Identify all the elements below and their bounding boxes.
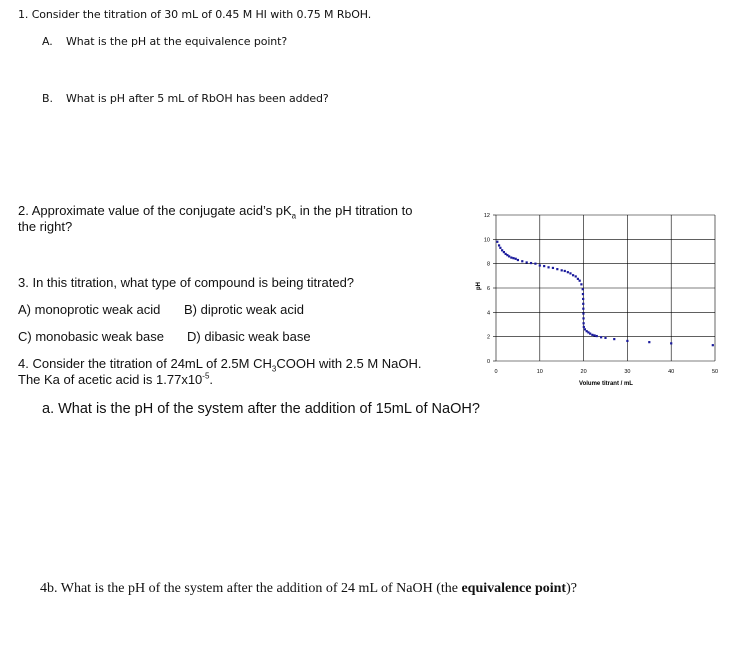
data-point xyxy=(583,326,585,328)
y-tick-label: 2 xyxy=(486,334,490,341)
data-point xyxy=(547,266,549,268)
q2-line1-before: 2. Approximate value of the conjugate acid’s pK xyxy=(18,203,292,218)
data-point xyxy=(569,272,571,274)
data-point xyxy=(670,342,672,344)
data-point xyxy=(582,303,584,305)
q4-sup-exp: -5 xyxy=(202,371,210,381)
data-point xyxy=(496,241,498,243)
q4-sub-3: 3 xyxy=(271,364,277,374)
data-point xyxy=(515,258,517,260)
data-point xyxy=(582,288,584,290)
data-point xyxy=(582,293,584,295)
data-point xyxy=(526,261,528,263)
data-point xyxy=(582,312,584,314)
data-point xyxy=(582,317,584,319)
data-point xyxy=(517,259,519,261)
data-point xyxy=(626,340,628,342)
q4b-bold: equivalence point xyxy=(461,581,567,596)
data-point xyxy=(564,270,566,272)
data-point xyxy=(613,338,615,340)
data-point xyxy=(498,244,500,246)
data-point xyxy=(575,275,577,277)
q1-title: 1. Consider the titration of 30 mL of 0.45 M HI with 0.75 M RbOH. xyxy=(18,8,372,21)
chart-ylabel: pH xyxy=(476,282,482,290)
data-point xyxy=(596,335,598,337)
chart-xlabel: Volume titrant / mL xyxy=(579,381,633,387)
q1-part-a xyxy=(42,34,287,50)
data-point xyxy=(582,308,584,310)
q2-sub-a: a xyxy=(291,211,297,221)
x-tick-label: 10 xyxy=(536,369,543,375)
data-point xyxy=(561,269,563,271)
x-tick-label: 0 xyxy=(494,369,498,375)
data-point xyxy=(512,257,514,259)
q4-line2 xyxy=(18,372,213,388)
x-tick-label: 20 xyxy=(580,369,587,375)
data-point xyxy=(591,334,593,336)
q2-line1 xyxy=(18,203,412,219)
data-point xyxy=(510,256,512,258)
y-tick-label: 10 xyxy=(483,237,490,244)
q4-line2-after: . xyxy=(209,372,214,387)
data-point xyxy=(499,247,501,249)
chart-grid xyxy=(493,215,715,361)
data-point xyxy=(580,283,582,285)
data-point xyxy=(582,298,584,300)
q4-part-b xyxy=(40,581,577,597)
data-point xyxy=(552,267,554,269)
x-tick-label: 40 xyxy=(668,369,675,375)
q4b-before: 4b. What is the pH of the system after the addition of 24 mL of NaOH (the xyxy=(40,581,462,596)
data-point xyxy=(543,265,545,267)
q1-a-text: What is the pH at the equivalence point? xyxy=(66,35,288,48)
data-point xyxy=(600,336,602,338)
y-tick-label: 12 xyxy=(483,213,490,219)
q3-option-c: C) monobasic weak base xyxy=(18,329,164,344)
data-point xyxy=(589,333,591,335)
q1-b-text: What is pH after 5 mL of RbOH has been added? xyxy=(66,92,329,105)
data-point xyxy=(604,337,606,339)
q3-question: 3. In this titration, what type of compound is being titrated? xyxy=(18,275,355,290)
chart-points xyxy=(496,241,714,347)
x-tick-label: 50 xyxy=(711,369,719,375)
q1-b-label: B. xyxy=(42,92,53,105)
data-point xyxy=(521,260,523,262)
q4b-after: )? xyxy=(566,581,577,596)
q2-line2: the right? xyxy=(18,219,73,234)
data-point xyxy=(530,262,532,264)
y-tick-label: 4 xyxy=(486,310,490,317)
q4-part-a: a. What is the pH of the system after the addition of 15mL of NaOH? xyxy=(42,401,480,417)
q3-option-b: B) diprotic weak acid xyxy=(184,302,304,317)
titration-chart xyxy=(470,200,730,400)
q1-part-b xyxy=(42,91,329,107)
data-point xyxy=(508,255,510,257)
data-point xyxy=(712,344,714,346)
q3-option-a: A) monoprotic weak acid xyxy=(18,302,161,317)
y-tick-label: 6 xyxy=(486,286,490,292)
y-tick-label: 8 xyxy=(486,261,490,268)
chart-ticks xyxy=(484,213,718,375)
data-point xyxy=(648,341,650,343)
y-tick-label: 0 xyxy=(486,359,490,365)
q4-line1-mid: COOH with 2.5 M NaOH. xyxy=(276,356,422,371)
q1-a-label: A. xyxy=(42,35,53,48)
q3-option-d: D) dibasic weak base xyxy=(187,329,311,344)
data-point xyxy=(572,274,574,276)
data-point xyxy=(579,280,581,282)
data-point xyxy=(534,263,536,265)
x-tick-label: 30 xyxy=(624,369,631,375)
data-point xyxy=(539,264,541,266)
data-point xyxy=(583,322,585,324)
data-point xyxy=(556,268,558,270)
q4-line2-before: The Ka of acetic acid is 1.77x10 xyxy=(18,372,203,387)
q4-line1-before: 4. Consider the titration of 24mL of 2.5M CH xyxy=(18,356,272,371)
data-point xyxy=(567,271,569,273)
q2-line1-after: in the pH titration to xyxy=(296,203,413,218)
q4-line1 xyxy=(18,356,422,372)
data-point xyxy=(593,334,595,336)
